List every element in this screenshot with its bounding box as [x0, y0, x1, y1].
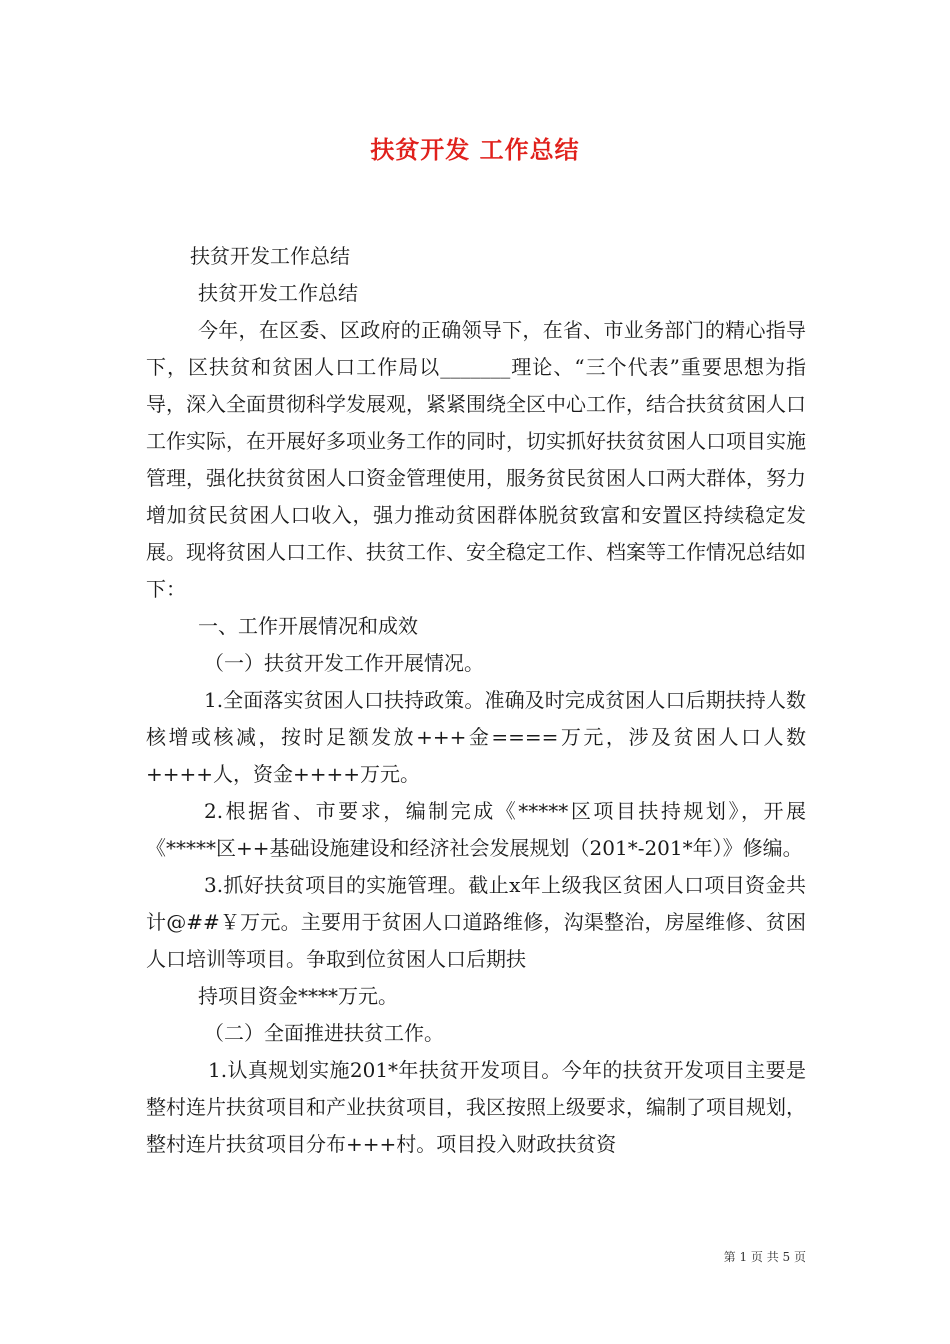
section-heading-1: 一、工作开展情况和成效 — [198, 614, 418, 638]
list-item: 3.抓好扶贫项目的实施管理。截止x年上级我区贫困人口项目资金共计@##￥万元。主要用于贫困人口道路维修，沟渠整治，房屋维修、贫困人口培训等项目。争取到位贫困人口后期扶 — [146, 873, 806, 971]
document-body — [146, 238, 806, 1163]
document-title: 扶贫开发 工作总结 — [370, 136, 580, 164]
page-number: 第 1 页 共 5 页 — [723, 1250, 806, 1264]
list-item: 2.根据省、市要求，编制完成《*****区项目扶持规划》，开展《*****区++基础设施建设和经济社会发展规划（201*-201*年）》修编。 — [146, 799, 806, 860]
paragraph-subheading: 扶贫开发工作总结 — [198, 281, 358, 305]
subsection-heading-2: （二）全面推进扶贫工作。 — [204, 1021, 444, 1045]
list-item: 1.全面落实贫困人口扶持政策。准确及时完成贫困人口后期扶持人数核增或核减，按时足额发放+++金====万元，涉及贫困人口人数++++人，资金++++万元。 — [146, 688, 806, 786]
paragraph-intro: 今年，在区委、区政府的正确领导下，在省、市业务部门的精心指导下，区扶贫和贫困人口工作局以_______理论、“三个代表”重要思想为指导，深入全面贯彻科学发展观，紧紧围绕全区中心工作，结合扶贫贫困人口工作实际，在开展好多项业务工作的同时，切实抓好扶贫贫困人口项目实施管理，强化扶贫贫困人口资金管理使用，服务贫民贫困人口两大群体，努力增加贫民贫困人口收入，强力推动贫困群体脱贫致富和安置区持续稳定发展。现将贫困人口工作、扶贫工作、安全稳定工作、档案等工作情况总结如下： — [146, 318, 806, 601]
list-item: 1.认真规划实施201*年扶贫开发项目。今年的扶贫开发项目主要是整村连片扶贫项目和产业扶贫项目，我区按照上级要求，编制了项目规划，整村连片扶贫项目分布+++村。项目投入财政扶贫资 — [146, 1058, 806, 1156]
paragraph-heading: 扶贫开发工作总结 — [190, 244, 350, 268]
subsection-heading-1: （一）扶贫开发工作开展情况。 — [204, 651, 484, 675]
list-item-continuation: 持项目资金****万元。 — [198, 984, 398, 1008]
